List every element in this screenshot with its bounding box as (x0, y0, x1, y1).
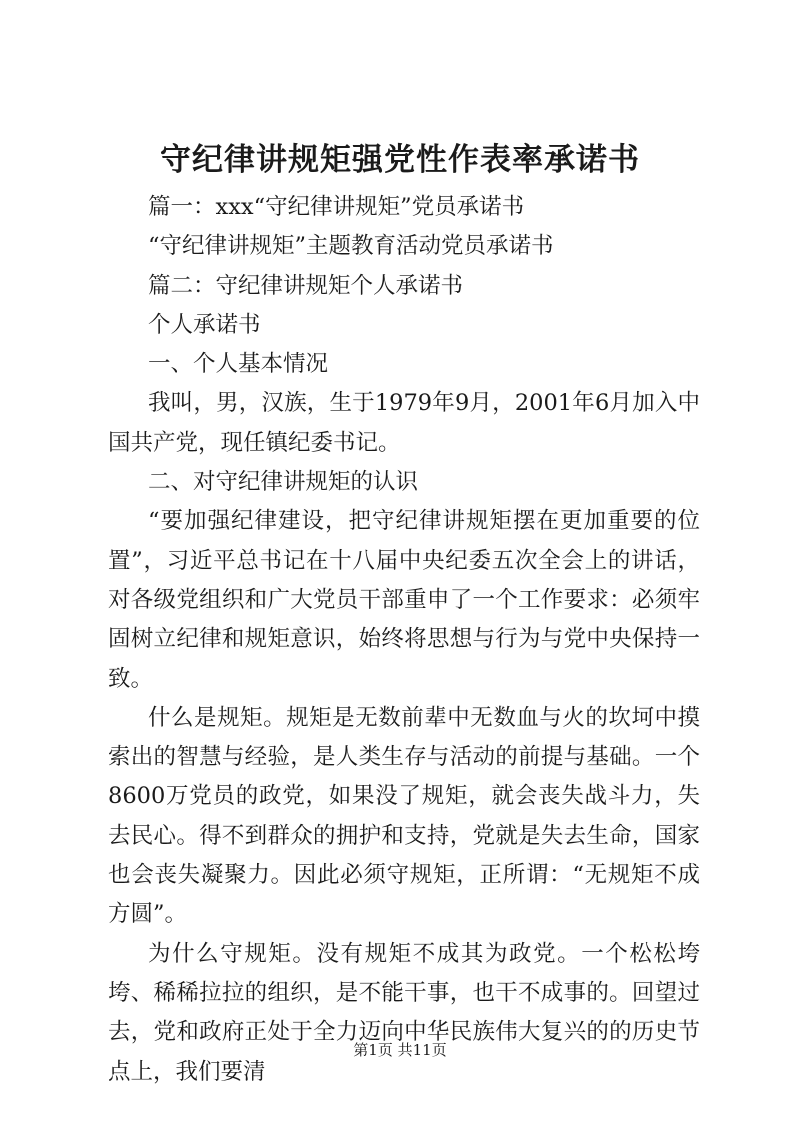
paragraph-section-one-heading: 篇一：xxx“守纪律讲规矩”党员承诺书 (148, 194, 525, 220)
document-title: 守纪律讲规矩强党性作表率承诺书 (160, 142, 640, 178)
paragraph-basic-info: 我叫，男，汉族，生于1979年9月，2001年6月加入中国共产党，现任镇纪委书记。 (108, 390, 700, 456)
page-number-footer: 第1页 共11页 (353, 1041, 447, 1059)
paragraph-why-rules: 为什么守规矩。没有规矩不成其为政党。一个松松垮垮、稀稀拉拉的组织，是不能干事，也干不成事的。回望过去，党和政府正处于全力迈向中华民族伟大复兴的的历史节点上，我们要清 (108, 940, 700, 1085)
paragraph-subtitle: “守纪律讲规矩”主题教育活动党员承诺书 (148, 233, 554, 260)
paragraph-what-is-rules: 什么是规矩。规矩是无数前辈中无数血与火的坎坷中摸索出的智慧与经验，是人类生存与活动的前提与基础。一个8600万党员的政党，如果没了规矩，就会丧失战斗力，失去民心。得不到群众的拥护和支持，党就是失去生命，国家也会丧失凝聚力。因此必须守规矩，正所谓：“无规矩不成方圆”。 (108, 704, 700, 928)
paragraph-quote: “要加强纪律建设，把守纪律讲规矩摆在更加重要的位置”，习近平总书记在十八届中央纪委五次全会上的讲话，对各级党组织和广大党员干部重申了一个工作要求：必须牢固树立纪律和规矩意识，始终将思想与行为与党中央保持一致。 (108, 508, 700, 692)
paragraph-section-two-heading: 篇二：守纪律讲规矩个人承诺书 (148, 272, 464, 299)
paragraph-understanding-heading: 二、对守纪律讲规矩的认识 (148, 469, 419, 496)
paragraph-personal-commitment-heading: 个人承诺书 (148, 311, 261, 338)
document-body (108, 188, 700, 1092)
paragraph-basic-info-heading: 一、个人基本情况 (148, 351, 329, 378)
